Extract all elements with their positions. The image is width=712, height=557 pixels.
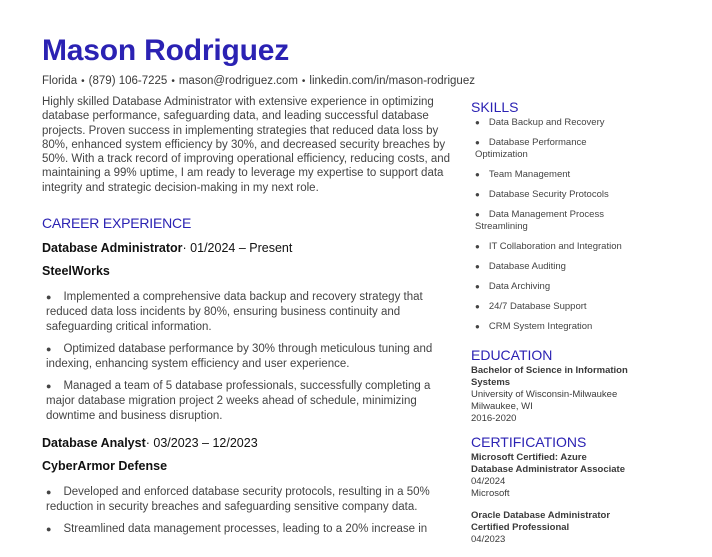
education-years: 2016-2020 bbox=[471, 413, 517, 424]
section-heading-certifications: CERTIFICATIONS bbox=[471, 434, 587, 450]
certification-date: 04/2024 bbox=[471, 476, 506, 487]
certification-issuer: Microsoft bbox=[471, 488, 510, 499]
phone: (879) 106-7225 bbox=[88, 75, 168, 87]
job-dates: · 01/2024 – Present bbox=[182, 241, 293, 256]
candidate-name: Mason Rodriguez bbox=[42, 34, 290, 67]
job-bullets bbox=[46, 290, 452, 424]
list-item: ● Data Management Process Streamlining bbox=[475, 209, 604, 232]
contact-line: Florida • (879) 106-7225 • mason@rodriguez.com • linkedin.com/in/mason-rodriguez bbox=[42, 75, 475, 87]
certification-entry bbox=[471, 452, 631, 500]
certification-name: Microsoft Certified: Azure Database Administrator Associate bbox=[471, 452, 625, 475]
skills-list bbox=[475, 117, 631, 333]
job-entry bbox=[42, 241, 452, 424]
main-column bbox=[42, 34, 475, 544]
list-item: ● Data Backup and Recovery bbox=[475, 117, 605, 128]
list-item: ● Implemented a comprehensive data backup and recovery strategy that reduced data loss incidents by 80%, ensuring business continuity and safeguarding critical information. bbox=[46, 291, 423, 334]
sidebar-column bbox=[471, 99, 631, 546]
location: Florida bbox=[42, 75, 78, 87]
list-item: ● Optimized database performance by 30% through meticulous tuning and indexing, enhancing system efficiency and user experience. bbox=[46, 343, 433, 371]
list-item: ● Developed and enforced database security protocols, resulting in a 50% reduction in security breaches and safeguarding sensitive company data. bbox=[46, 486, 430, 514]
job-title-line bbox=[42, 436, 452, 450]
linkedin-link[interactable]: linkedin.com/in/mason-rodriguez bbox=[309, 75, 475, 87]
section-heading-skills: SKILLS bbox=[471, 99, 519, 115]
list-item: ● Team Management bbox=[475, 169, 571, 180]
job-dates: · 03/2023 – 12/2023 bbox=[145, 436, 258, 451]
summary: Highly skilled Database Administrator with extensive experience in optimizing database performance, safeguarding data, and leading successful database projects. Proven success in implementing strategies that reduced data loss by 80%, enhanced system efficiency by 30%, and decreased security breaches by 50%. With a track record of improving operational efficiency, reducing costs, and maintaining a 99% uptime, I am ready to leverage my expertise to support data integrity and strategic decision-making in my next role. bbox=[42, 96, 451, 194]
list-item: ● Managed a team of 5 database professionals, successfully completing a major database migration project 2 weeks ahead of schedule, minimizing downtime and business disruption. bbox=[46, 380, 431, 423]
list-item: ● CRM System Integration bbox=[475, 321, 593, 332]
company-name: CyberArmor Defense bbox=[42, 459, 168, 474]
job-title-line bbox=[42, 241, 452, 255]
school-location: Milwaukee, WI bbox=[471, 401, 533, 412]
certification-name: Oracle Database Administrator Certified Professional bbox=[471, 510, 611, 533]
section-heading-education: EDUCATION bbox=[471, 347, 553, 363]
school: University of Wisconsin-Milwaukee bbox=[471, 389, 618, 400]
list-item: ● Data Archiving bbox=[475, 281, 551, 292]
degree: Bachelor of Science in Information Systems bbox=[471, 365, 628, 388]
section-heading-experience: CAREER EXPERIENCE bbox=[42, 215, 192, 232]
certification-date: 04/2023 bbox=[471, 534, 506, 545]
education-entry bbox=[471, 365, 631, 425]
list-item: ● 24/7 Database Support bbox=[475, 301, 587, 312]
email[interactable]: mason@rodriguez.com bbox=[178, 75, 298, 87]
job-role: Database Administrator bbox=[42, 241, 183, 256]
list-item: ● Streamlined data management processes, leading to a 20% increase in bbox=[46, 523, 428, 536]
job-entry bbox=[42, 436, 452, 537]
certification-entry bbox=[471, 510, 631, 546]
list-item: ● Database Performance Optimization bbox=[475, 137, 587, 160]
list-item: ● Database Security Protocols bbox=[475, 189, 609, 200]
list-item: ● IT Collaboration and Integration bbox=[475, 241, 622, 252]
job-bullets bbox=[46, 485, 452, 537]
job-role: Database Analyst bbox=[42, 436, 146, 451]
list-item: ● Database Auditing bbox=[475, 261, 566, 272]
company-name: SteelWorks bbox=[42, 264, 110, 279]
